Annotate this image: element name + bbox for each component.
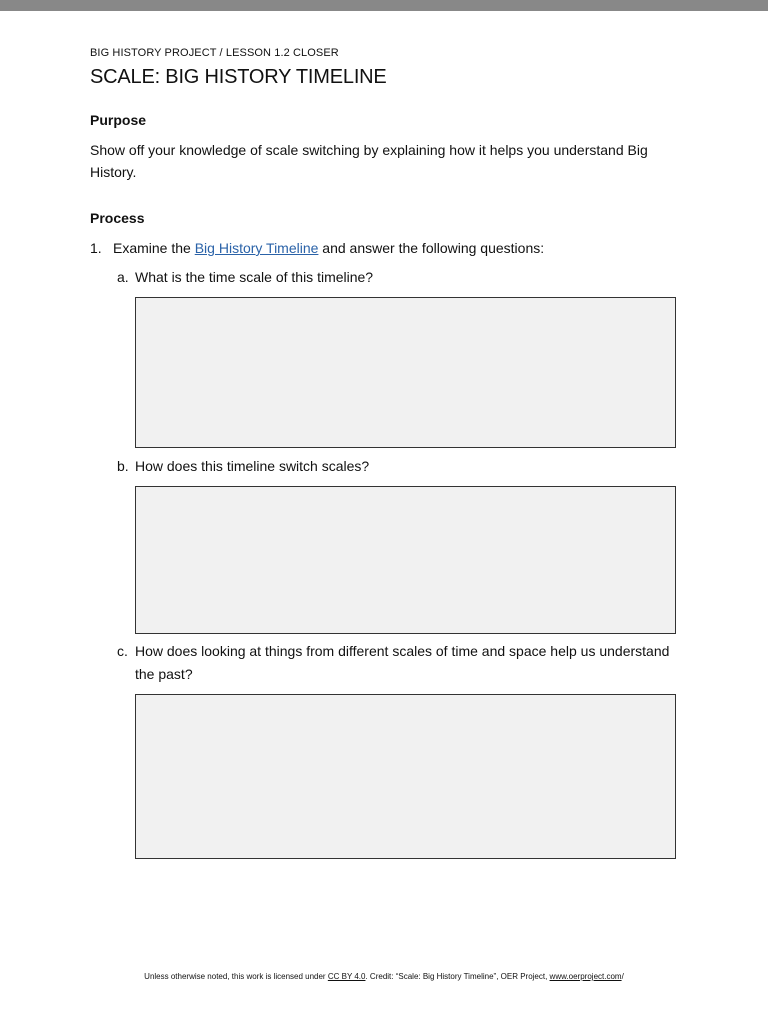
- question-letter: c.: [117, 643, 128, 659]
- question-letter: a.: [117, 269, 129, 285]
- answer-box-b[interactable]: [135, 486, 676, 634]
- step-number: 1.: [90, 240, 102, 256]
- step-text-after-link: and answer the following questions:: [318, 240, 545, 256]
- purpose-heading: Purpose: [90, 112, 147, 128]
- question-text: What is the time scale of this timeline?: [135, 269, 374, 285]
- lesson-eyebrow: BIG HISTORY PROJECT / LESSON 1.2 CLOSER: [90, 47, 339, 59]
- oerproject-link[interactable]: www.oerproject.com: [549, 972, 622, 981]
- question-text: How does looking at things from different scales of time and space help us understand the past?: [135, 643, 670, 682]
- purpose-text: Show off your knowledge of scale switching by explaining how it helps you understand Big History.: [90, 142, 648, 180]
- question-a: [117, 266, 677, 289]
- answer-box-a[interactable]: [135, 297, 676, 448]
- question-letter: b.: [117, 458, 129, 474]
- process-heading: Process: [90, 210, 145, 226]
- license-link[interactable]: CC BY 4.0: [327, 972, 366, 981]
- footer-credit: . Credit: “Scale: Big History Timeline”, OER Project,: [365, 972, 550, 981]
- question-b: [117, 455, 677, 478]
- top-banner-bar: [0, 0, 768, 11]
- big-history-timeline-link[interactable]: Big History Timeline: [194, 240, 319, 256]
- footer-suffix: /: [621, 972, 624, 981]
- question-c: [117, 640, 677, 686]
- page-title: SCALE: BIG HISTORY TIMELINE: [90, 66, 387, 88]
- step-text-before-link: Examine the: [113, 240, 195, 256]
- process-step-1: [90, 238, 544, 258]
- footer-prefix: Unless otherwise noted, this work is licensed under: [144, 972, 328, 981]
- license-footer: [0, 972, 768, 981]
- question-text: How does this timeline switch scales?: [135, 458, 370, 474]
- answer-box-c[interactable]: [135, 694, 676, 859]
